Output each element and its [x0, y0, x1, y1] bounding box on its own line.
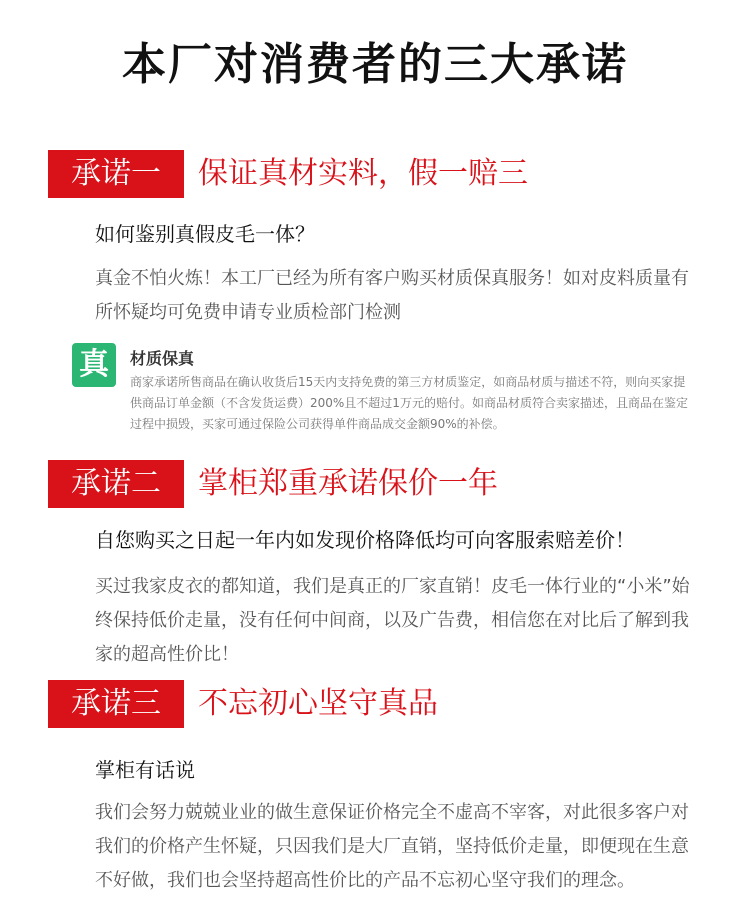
certificate-text: 商家承诺所售商品在确认收货后15天内支持免费的第三方材质鉴定，如商品材质与描述不符，则向买家提供商品订单金额（不含发货运费）200%且不超过1万元的赔付。如商品材质符合卖家描述，且商品在鉴定过程中损毁，买家可通过保险公司获得单件商品成交金额90%的补偿。: [130, 375, 688, 431]
promise-1-paragraph: 真金不怕火炼！本工厂已经为所有客户购买材质保真服务！如对皮料质量有所怀疑均可免费申请专业质检部门检测: [95, 268, 689, 323]
promise-2-subheading: 自您购买之日起一年内如发现价格降低均可向客服索赔差价！: [95, 528, 635, 552]
promise-2-badge: 承诺二: [48, 460, 184, 508]
promise-3-badge: 承诺三: [48, 680, 184, 728]
promise-2-headline: 掌柜郑重承诺保价一年: [198, 466, 498, 501]
promise-1-headline: 保证真材实料，假一赔三: [198, 156, 528, 191]
certificate-title: 材质保真: [130, 349, 195, 368]
authenticity-icon: 真: [72, 343, 116, 387]
promise-1-subheading: 如何鉴别真假皮毛一体？: [95, 222, 315, 246]
promise-3-headline: 不忘初心坚守真品: [198, 686, 438, 721]
promise-1-badge: 承诺一: [48, 150, 184, 198]
page-title: 本厂对消费者的三大承诺: [122, 39, 628, 90]
promise-2-paragraph: 买过我家皮衣的都知道，我们是真正的厂家直销！皮毛一体行业的“小米”始终保持低价走量，没有任何中间商，以及广告费，相信您在对比后了解到我家的超高性价比！: [95, 576, 690, 665]
promise-3-subheading: 掌柜有话说: [95, 758, 195, 782]
promise-3-paragraph: 我们会努力兢兢业业的做生意保证价格完全不虚高不宰客，对此很多客户对我们的价格产生怀疑，只因我们是大厂直销，坚持低价走量，即便现在生意不好做，我们也会坚持超高性价比的产品不忘初心坚守我们的理念。: [95, 802, 689, 891]
